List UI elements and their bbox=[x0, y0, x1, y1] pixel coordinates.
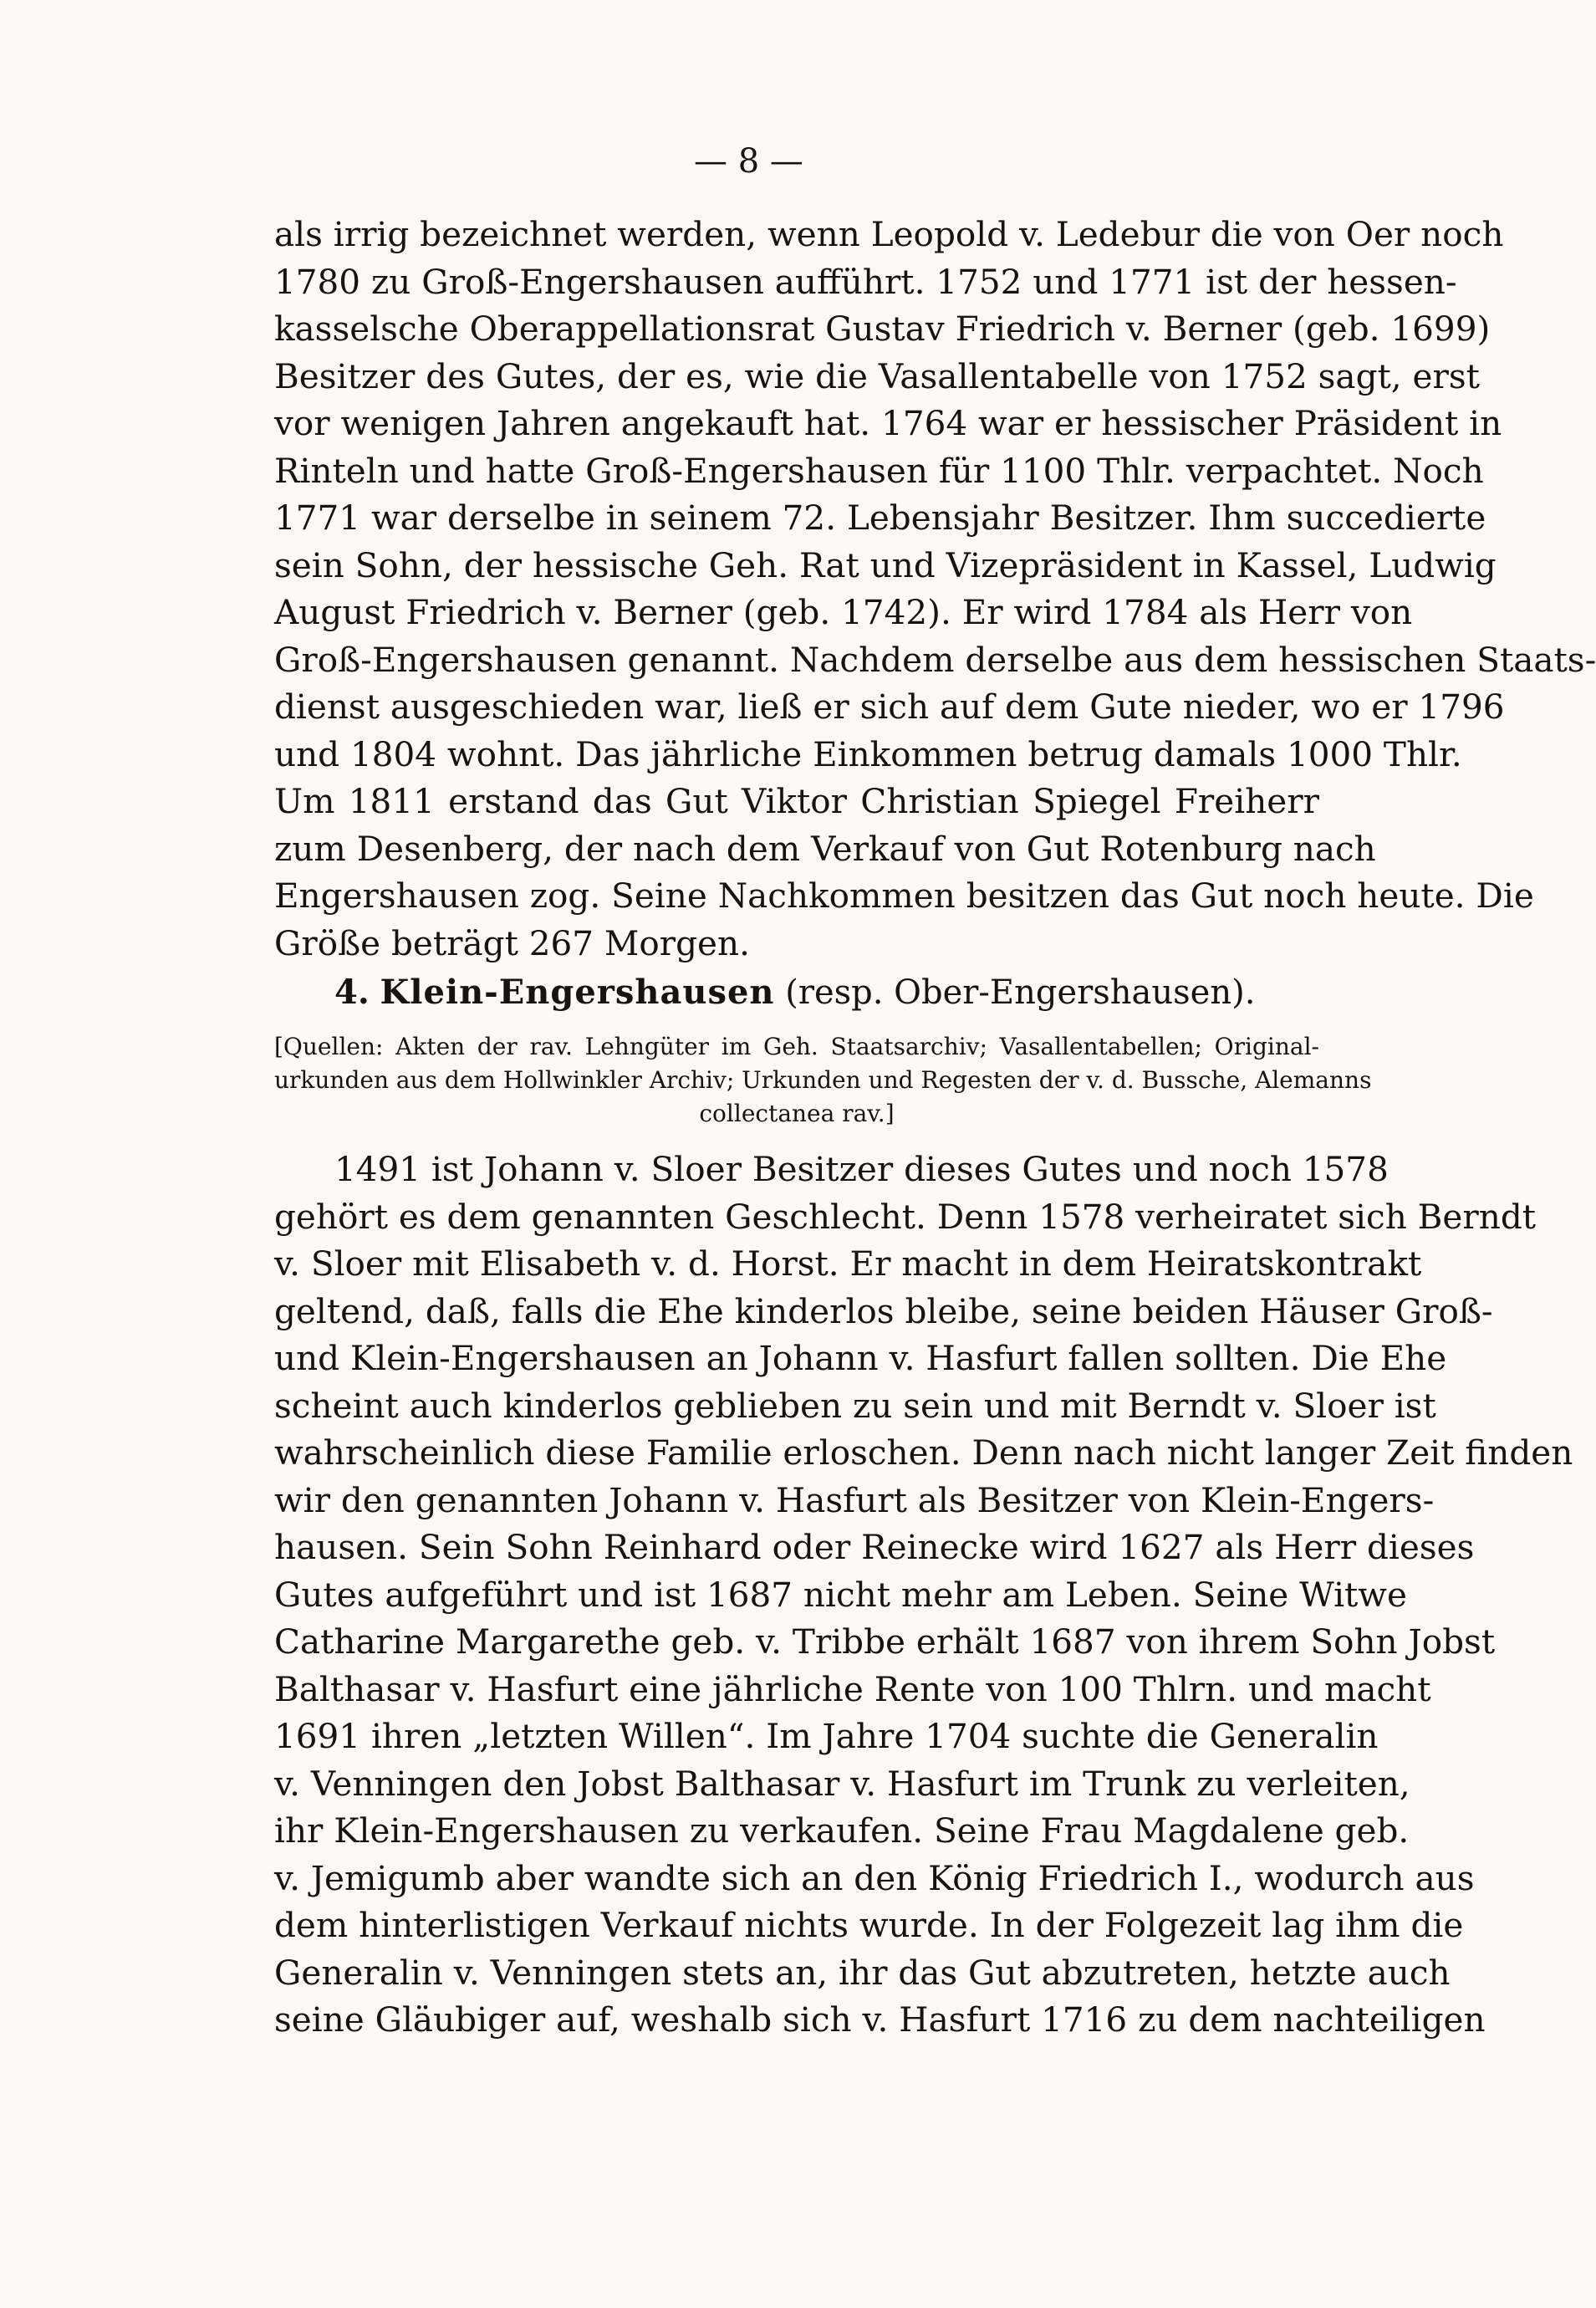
text-line: geltend, daß, falls die Ehe kinderlos bleibe, seine beiden Häuser Groß- bbox=[274, 1290, 1493, 1331]
text-line: seine Gläubiger auf, weshalb sich v. Hasfurt 1716 zu dem nachteiligen bbox=[274, 1999, 1486, 2040]
section-subtitle: (resp. Ober-Engershausen). bbox=[785, 973, 1256, 1012]
sources-note bbox=[274, 1030, 1372, 1131]
text-line: August Friedrich v. Berner (geb. 1742). Er wird 1784 als Herr von bbox=[274, 592, 1413, 632]
text-line: scheint auch kinderlos geblieben zu sein und mit Berndt v. Sloer ist bbox=[274, 1385, 1436, 1426]
text-line: Gutes aufgeführt und ist 1687 nicht mehr am Leben. Seine Witwe bbox=[274, 1574, 1407, 1615]
section-number: 4. bbox=[334, 973, 370, 1012]
text-line: sein Sohn, der hessische Geh. Rat und Vizepräsident in Kassel, Ludwig bbox=[274, 544, 1497, 585]
sources-line: collectanea rav.] bbox=[699, 1100, 895, 1127]
text-line: v. Jemigumb aber wandte sich an den König Friedrich I., wodurch aus bbox=[274, 1857, 1475, 1898]
text-line: Um 1811 erstand das Gut Viktor Christian Spiegel Freiherr bbox=[274, 781, 1319, 821]
text-line: gehört es dem genannten Geschlecht. Denn 1578 verheiratet sich Berndt bbox=[274, 1196, 1537, 1237]
text-line: dem hinterlistigen Verkauf nichts wurde. In der Folgezeit lag ihm die bbox=[274, 1905, 1464, 1945]
text-line: ihr Klein-Engershausen zu verkaufen. Seine Frau Magdalene geb. bbox=[274, 1810, 1410, 1851]
text-line: 1691 ihren „letzten Willen“. Im Jahre 1704 suchte die Generalin bbox=[274, 1716, 1379, 1756]
text-line: wahrscheinlich diese Familie erloschen. Denn nach nicht langer Zeit finden bbox=[274, 1432, 1573, 1473]
text-line: v. Venningen den Jobst Balthasar v. Hasfurt im Trunk zu verleiten, bbox=[274, 1763, 1410, 1804]
text-line: dienst ausgeschieden war, ließ er sich auf dem Gute nieder, wo er 1796 bbox=[274, 687, 1505, 727]
text-line: und Klein-Engershausen an Johann v. Hasfurt fallen sollten. Die Ehe bbox=[274, 1338, 1447, 1378]
paragraph-klein-engershausen bbox=[274, 1146, 1573, 2044]
page-number: — 8 — bbox=[694, 142, 803, 181]
text-line: zum Desenberg, der nach dem Verkauf von Gut Rotenburg nach bbox=[274, 828, 1376, 869]
text-line: Größe beträgt 267 Morgen. bbox=[274, 922, 750, 963]
text-line: als irrig bezeichnet werden, wenn Leopold v. Ledebur die von Oer noch bbox=[274, 214, 1504, 254]
text-line: hausen. Sein Sohn Reinhard oder Reinecke wird 1627 als Herr dieses bbox=[274, 1527, 1475, 1567]
text-line: v. Sloer mit Elisabeth v. d. Horst. Er macht in dem Heiratskontrakt bbox=[274, 1243, 1422, 1284]
text-line: Besitzer des Gutes, der es, wie die Vasallentabelle von 1752 sagt, erst bbox=[274, 355, 1480, 396]
text-line: Generalin v. Venningen stets an, ihr das Gut abzutreten, hetzte auch bbox=[274, 1952, 1451, 1993]
text-line: wir den genannten Johann v. Hasfurt als Besitzer von Klein-Engers- bbox=[274, 1479, 1435, 1520]
text-line: 1771 war derselbe in seinem 72. Lebensjahr Besitzer. Ihm succedierte bbox=[274, 498, 1486, 538]
text-line: 1780 zu Groß-Engershausen aufführt. 1752 und 1771 ist der hessen- bbox=[274, 261, 1457, 302]
text-line: Groß-Engershausen genannt. Nachdem derselbe aus dem hessischen Staats- bbox=[274, 639, 1596, 680]
text-line: kasselsche Oberappellationsrat Gustav Friedrich v. Berner (geb. 1699) bbox=[274, 309, 1491, 349]
text-line: Engershausen zog. Seine Nachkommen besitzen das Gut noch heute. Die bbox=[274, 876, 1534, 916]
sources-line: urkunden aus dem Hollwinkler Archiv; Urkunden und Regesten der v. d. Bussche, Alemanns bbox=[274, 1066, 1372, 1094]
text-line: 1491 ist Johann v. Sloer Besitzer dieses Gutes und noch 1578 bbox=[334, 1149, 1389, 1189]
text-line: Rinteln und hatte Groß-Engershausen für 1100 Thlr. verpachtet. Noch bbox=[274, 450, 1484, 491]
section-heading bbox=[334, 973, 1321, 1012]
text-line: Balthasar v. Hasfurt eine jährliche Rente von 100 Thlrn. und macht bbox=[274, 1668, 1431, 1709]
text-line: und 1804 wohnt. Das jährliche Einkommen betrug damals 1000 Thlr. bbox=[274, 733, 1462, 774]
sources-line: [Quellen: Akten der rav. Lehngüter im Geh. Staatsarchiv; Vasallentabellen; Original- bbox=[274, 1033, 1319, 1060]
text-line: vor wenigen Jahren angekauft hat. 1764 war er hessischer Präsident in bbox=[274, 403, 1502, 443]
paragraph-gross-engershausen bbox=[274, 211, 1596, 967]
text-line: Catharine Margarethe geb. v. Tribbe erhält 1687 von ihrem Sohn Jobst bbox=[274, 1621, 1496, 1662]
section-title: Klein-Engershausen bbox=[380, 973, 775, 1012]
